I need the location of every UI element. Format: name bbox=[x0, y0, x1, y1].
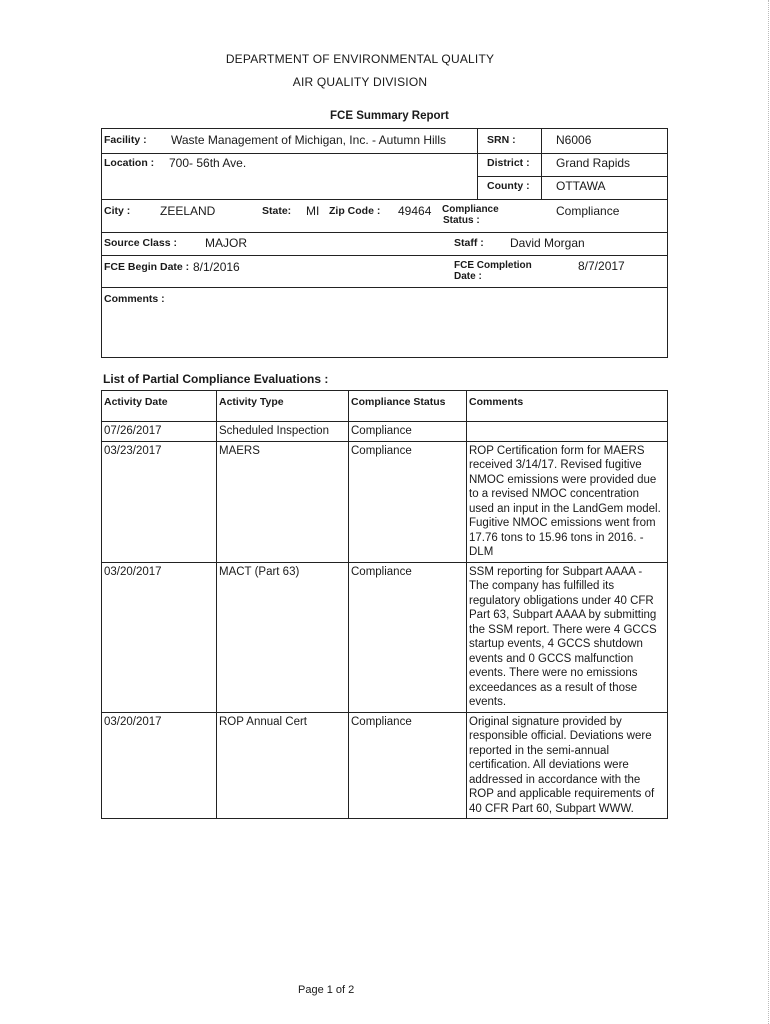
table-row bbox=[102, 422, 668, 442]
table-row bbox=[102, 712, 668, 819]
location-value: 700- 56th Ave. bbox=[169, 156, 247, 170]
col-header-activity-type: Activity Type bbox=[217, 391, 349, 422]
county-label: County : bbox=[487, 180, 530, 192]
activity-type: ROP Annual Cert bbox=[217, 712, 349, 819]
divider bbox=[101, 287, 667, 288]
state-value: MI bbox=[306, 204, 320, 218]
facility-label: Facility : bbox=[104, 134, 147, 146]
activity-comments: Original signature provided by responsible official. Deviations were reported in the semi-annual certification. All deviations were addressed in accordance with the ROP and applicable requirements of 40 CFR Part 60, Subpart WWW. bbox=[467, 712, 668, 819]
fce-completion-line1: FCE Completion bbox=[454, 260, 532, 271]
compliance-label-line2: Status : bbox=[443, 215, 480, 226]
divider bbox=[477, 176, 667, 177]
activity-type: MAERS bbox=[217, 441, 349, 562]
city-value: ZEELAND bbox=[160, 204, 216, 218]
col-header-activity-date: Activity Date bbox=[102, 391, 217, 422]
compliance-status: Compliance bbox=[349, 441, 467, 562]
county-value: OTTAWA bbox=[556, 179, 606, 193]
activity-comments: ROP Certification form for MAERS received 3/14/17. Revised fugitive NMOC emissions were provided due to a revised NMOC concentration used an input in the LandGem model. Fugitive NMOC emissions went from 17.76 tons to 15.96 tons in 2016. - DLM bbox=[467, 441, 668, 562]
department-heading: DEPARTMENT OF ENVIRONMENTAL QUALITY bbox=[225, 52, 495, 66]
pce-table bbox=[101, 390, 668, 819]
comments-label: Comments : bbox=[104, 293, 165, 305]
srn-label: SRN : bbox=[487, 134, 516, 146]
state-label: State: bbox=[262, 205, 292, 217]
table-row bbox=[102, 441, 668, 562]
table-row bbox=[102, 562, 668, 712]
district-value: Grand Rapids bbox=[556, 156, 631, 170]
compliance-status-value: Compliance bbox=[556, 204, 620, 218]
zip-code-value: 49464 bbox=[398, 204, 432, 218]
page-number: Page 1 of 2 bbox=[298, 984, 355, 996]
scan-edge bbox=[768, 0, 769, 1024]
fce-begin-date-label: FCE Begin Date : bbox=[104, 261, 190, 273]
compliance-label-line1: Compliance bbox=[442, 204, 499, 215]
col-header-comments: Comments bbox=[467, 391, 668, 422]
activity-type: Scheduled Inspection bbox=[217, 422, 349, 442]
zip-code-label: Zip Code : bbox=[329, 205, 381, 217]
divider bbox=[101, 232, 667, 233]
source-class-value: MAJOR bbox=[205, 236, 247, 250]
facility-value: Waste Management of Michigan, Inc. - Autumn Hills bbox=[171, 133, 447, 147]
source-class-label: Source Class : bbox=[104, 237, 177, 249]
activity-comments bbox=[467, 422, 668, 442]
fce-completion-date-label bbox=[454, 260, 532, 282]
divider bbox=[477, 128, 478, 199]
srn-value: N6006 bbox=[556, 133, 592, 147]
activity-date: 03/23/2017 bbox=[102, 441, 217, 562]
report-title: FCE Summary Report bbox=[330, 110, 449, 122]
divider bbox=[101, 153, 667, 154]
city-label: City : bbox=[104, 205, 131, 217]
divider bbox=[541, 128, 542, 199]
fce-completion-date-value: 8/7/2017 bbox=[578, 259, 625, 273]
activity-comments: SSM reporting for Subpart AAAA - The company has fulfilled its regulatory obligations under 40 CFR Part 63, Subpart AAAA by submitting the SSM report. There were 4 GCCS startup events, 4 GCCS shutdown events and 0 GCCS malfunction events. There were no emissions exceedances as a result of those events. bbox=[467, 562, 668, 712]
fce-begin-date-value: 8/1/2016 bbox=[193, 260, 240, 274]
divider bbox=[101, 255, 667, 256]
fce-completion-line2: Date : bbox=[454, 271, 482, 282]
divider bbox=[101, 199, 667, 200]
activity-date: 03/20/2017 bbox=[102, 712, 217, 819]
staff-label: Staff : bbox=[454, 237, 484, 249]
col-header-compliance-status: Compliance Status bbox=[349, 391, 467, 422]
activity-date: 03/20/2017 bbox=[102, 562, 217, 712]
staff-value: David Morgan bbox=[510, 236, 585, 250]
location-label: Location : bbox=[104, 157, 155, 169]
compliance-status: Compliance bbox=[349, 562, 467, 712]
district-label: District : bbox=[487, 157, 530, 169]
pce-header-row bbox=[102, 391, 668, 422]
division-heading: AIR QUALITY DIVISION bbox=[292, 75, 428, 89]
compliance-status: Compliance bbox=[349, 712, 467, 819]
activity-type: MACT (Part 63) bbox=[217, 562, 349, 712]
compliance-status-label bbox=[442, 204, 499, 226]
activity-date: 07/26/2017 bbox=[102, 422, 217, 442]
compliance-status: Compliance bbox=[349, 422, 467, 442]
pce-list-caption: List of Partial Compliance Evaluations : bbox=[103, 372, 329, 386]
